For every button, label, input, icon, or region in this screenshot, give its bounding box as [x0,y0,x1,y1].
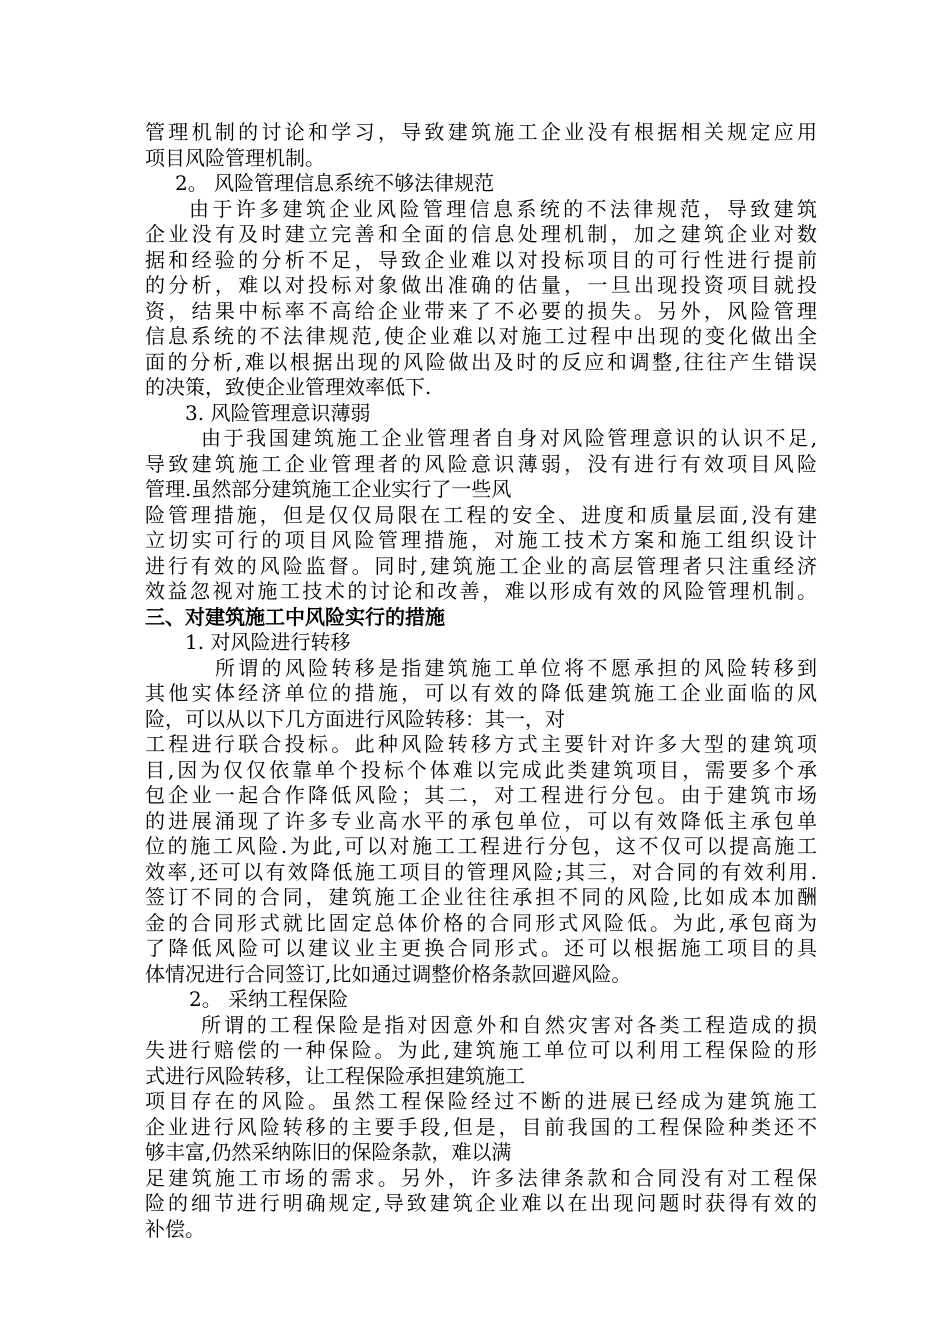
text-line: 的决策，致使企业管理效率低下. [145,375,432,399]
text-line: 项目风险管理机制。 [145,145,325,170]
text-line: 2。 风险管理信息系统不够法律规范 [175,171,495,195]
text-line: 签订不同的合同，建筑施工企业往往承担不同的风险,比如成本加酬 [145,885,817,909]
text-line: 企业进行风险转移的主要手段,但是，目前我国的工程保险种类还不 [145,1114,817,1139]
text-line: 由于许多建筑企业风险管理信息系统的不法律规范，导致建筑 [189,196,817,221]
text-line: 险的细节进行明确规定,导致建筑企业难以在出现问题时获得有效的 [145,1191,817,1215]
text-line: 3. 风险管理意识薄弱 [185,400,371,425]
text-line: 2。 采纳工程保险 [189,987,349,1011]
text-line: 的进展涌现了许多专业高水平的承包单位，可以有效降低主承包单 [145,808,817,833]
text-line: 金的合同形式就比固定总体价格的合同形式风险低。为此,承包商为 [145,910,817,935]
text-line: 所谓的工程保险是指对因意外和自然灾害对各类工程造成的损 [201,1012,817,1037]
text-line: 目,因为仅仅依靠单个投标个体难以完成此类建筑项目，需要多个承 [145,757,817,782]
text-line: 险，可以从以下几方面进行风险转移：其一，对 [145,706,565,731]
text-line: 效益忽视对施工技术的讨论和改善，难以形成有效的风险管理机制。 [145,579,817,603]
text-line: 其他实体经济单位的措施，可以有效的降低建筑施工企业面临的风 [145,681,817,705]
text-line: 1. 对风险进行转移 [185,630,351,654]
text-line: 由于我国建筑施工企业管理者自身对风险管理意识的认识不足, [201,426,817,450]
text-line: 资，结果中标率不高给企业带来了不必要的损失。另外，风险管理 [145,298,817,323]
text-line: 式进行风险转移，让工程保险承担建筑施工 [145,1063,525,1088]
text-line: 效率,还可以有效降低施工项目的管理风险;其三，对合同的有效利用. [145,859,817,884]
text-line: 了降低风险可以建议业主更换合同形式。还可以根据施工项目的具 [145,936,817,960]
text-line: 工程进行联合投标。此种风险转移方式主要针对许多大型的建筑项 [145,732,817,756]
text-line: 所谓的风险转移是指建筑施工单位将不愿承担的风险转移到 [215,655,817,680]
text-line: 足建筑施工市场的需求。另外，许多法律条款和合同没有对工程保 [145,1165,817,1190]
text-line: 企业没有及时建立完善和全面的信息处理机制，加之建筑企业对数 [145,222,817,246]
text-line: 包企业一起合作降低风险；其二，对工程进行分包。由于建筑市场 [145,783,817,807]
text-line: 失进行赔偿的一种保险。为此,建筑施工单位可以利用工程保险的形 [145,1038,817,1062]
text-line: 位的施工风险.为此,可以对施工工程进行分包，这不仅可以提高施工 [145,834,817,858]
text-line: 导致建筑施工企业管理者的风险意识薄弱，没有进行有效项目风险 [145,451,817,476]
text-line: 够丰富,仍然采纳陈旧的保险条款，难以满 [145,1140,512,1164]
text-line: 进行有效的风险监督。同时,建筑施工企业的高层管理者只注重经济 [145,553,817,578]
text-line: 的分析，难以对投标对象做出准确的估量，一旦出现投资项目就投 [145,273,817,297]
text-line: 管理.虽然部分建筑施工企业实行了一些风 [145,477,512,501]
document-body [145,120,817,1242]
text-line: 信息系统的不法律规范,使企业难以对施工过程中出现的变化做出全 [145,324,817,348]
section-heading: 三、对建筑施工中风险实行的措施 [145,604,445,629]
text-line: 管理机制的讨论和学习，导致建筑施工企业没有根据相关规定应用 [145,120,817,144]
text-line: 体情况进行合同签订,比如通过调整价格条款回避风险。 [145,961,632,986]
text-line: 立切实可行的项目风险管理措施，对施工技术方案和施工组织设计 [145,528,817,552]
text-line: 险管理措施，但是仅仅局限在工程的安全、进度和质量层面,没有建 [145,502,817,527]
text-line: 据和经验的分析不足，导致企业难以对投标项目的可行性进行提前 [145,247,817,272]
text-line: 面的分析,难以根据出现的风险做出及时的反应和调整,往往产生错误 [145,349,817,374]
text-line: 补偿。 [145,1216,205,1241]
text-line: 项目存在的风险。虽然工程保险经过不断的进展已经成为建筑施工 [145,1089,817,1113]
